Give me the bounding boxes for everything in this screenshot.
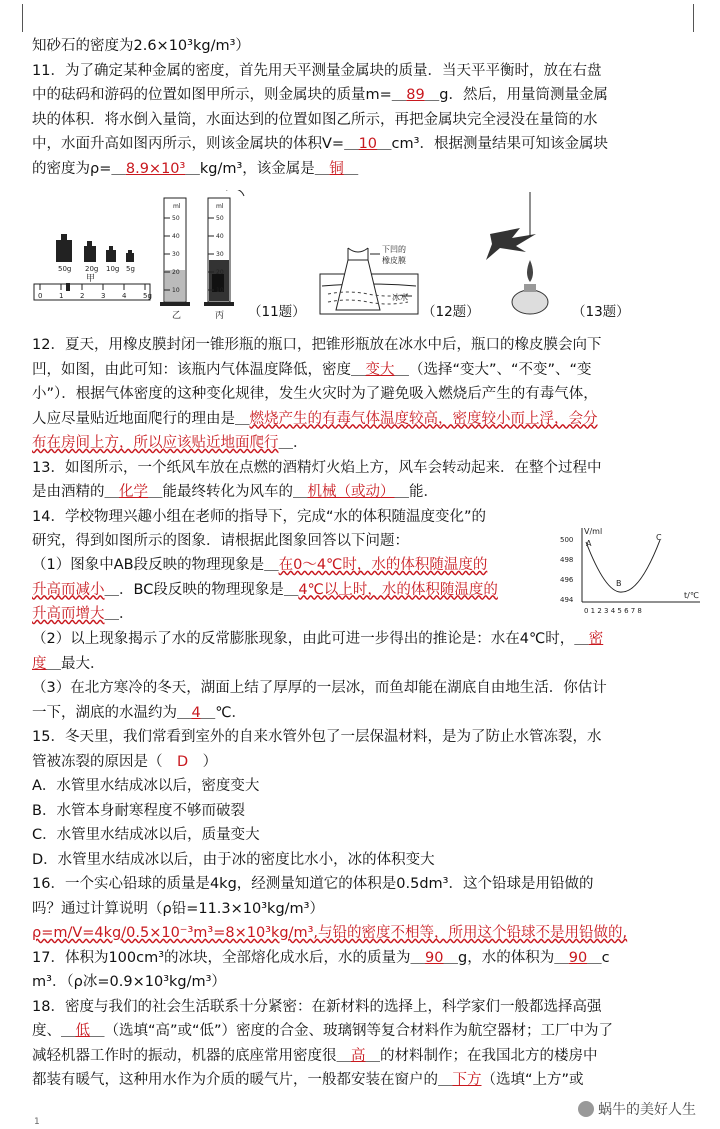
cylinder-tick-label: 10 bbox=[216, 287, 224, 294]
ruler-tick-label: 0 bbox=[38, 292, 43, 300]
label-jia: 甲 bbox=[86, 274, 96, 284]
cylinder-tick-label: 40 bbox=[216, 233, 224, 240]
volume-temperature-graph bbox=[560, 524, 710, 616]
text-line: 都装有暖气，这种用水作为介质的暖气片，一般都安装在窗户的＿下方（选填“上方”或 bbox=[32, 1072, 584, 1088]
weight-label: 50g bbox=[58, 265, 72, 273]
text-line: 升高而增大＿． bbox=[32, 606, 134, 622]
text-line: 凹，如图，由此可知：该瓶内气体温度降低，密度＿变大＿（选择“变大”、“不变”、“变 bbox=[32, 361, 592, 378]
answer: 升高而增大 bbox=[32, 606, 105, 622]
weights-figure bbox=[34, 234, 152, 300]
answer: 升高而减小 bbox=[32, 581, 105, 598]
answer: 化学 bbox=[119, 484, 148, 500]
svg-text:冰水: 冰水 bbox=[392, 293, 408, 302]
answer-line: ρ=m/V=4kg/0.5×10⁻³m³=8×10³kg/m³,与铅的密度不相等，所用这个铅球不是用铅做的, bbox=[32, 925, 628, 941]
option-b: B．水管本身耐寒程度不够而破裂 bbox=[32, 802, 245, 819]
answer: 下方 bbox=[452, 1072, 482, 1088]
answer: 布在房间上方，所以应该贴近地面爬行 bbox=[32, 435, 279, 451]
text-line: （2）以上现象揭示了水的反常膨胀现象，由此可进一步得出的推论是：水在4℃时，＿密 bbox=[32, 631, 604, 647]
text-line: 管被冻裂的原因是（ D ） bbox=[32, 753, 218, 770]
text-line: 升高而减小＿．BC段反映的物理现象是＿4℃以上时，水的体积随温度的 bbox=[32, 581, 498, 598]
caption-12: （12题） bbox=[422, 304, 480, 320]
text-line: 16．一个实心铅球的质量是4kg，经测量知道它的体积是0.5dm³．这个铅球是用铅做的 bbox=[32, 876, 594, 892]
svg-text:ml: ml bbox=[173, 203, 181, 210]
answer: 低 bbox=[75, 1023, 90, 1039]
ruler-tick-label: 1 bbox=[59, 292, 64, 300]
text-line: 减轻机器工作时的振动，机器的底座常用密度很＿高＿的材料制作；在我国北方的楼房中 bbox=[32, 1047, 598, 1064]
answer: 4℃以上时，水的体积随温度的 bbox=[298, 581, 498, 598]
svg-text:B: B bbox=[616, 579, 622, 588]
text-line: 小”）．根据气体密度的这种变化规律，发生火灾时为了避免吸入燃烧后产生的有毒气体， bbox=[32, 386, 598, 402]
cylinder-tick-label: 50 bbox=[216, 215, 224, 222]
text-line: 18．密度与我们的社会生活联系十分紧密：在新材料的选择上，科学家们一般都选择高强 bbox=[32, 998, 602, 1015]
text-line: 中，水面升高如图丙所示，则该金属块的体积V=＿10＿cm³．根据测量结果可知该金属块 bbox=[32, 136, 608, 152]
wechat-icon bbox=[578, 1101, 594, 1117]
text-line: （3）在北方寒冷的冬天，湖面上结了厚厚的一层冰，而鱼却能在湖底自由地生活．你估计 bbox=[32, 680, 607, 696]
cylinder-tick-label: 30 bbox=[216, 251, 224, 258]
text-line: 12．夏天，用橡皮膜封闭一锥形瓶的瓶口，把锥形瓶放在冰水中后，瓶口的橡皮膜会向下 bbox=[32, 337, 602, 353]
option-d: D．水管里水结成冰以后，由于冰的密度比水小，冰的体积变大 bbox=[32, 851, 435, 868]
label-yi: 乙 bbox=[172, 311, 182, 321]
question-11-block bbox=[32, 34, 696, 181]
text-line: 度＿最大． bbox=[32, 655, 105, 672]
answer: 机械（或动） bbox=[307, 484, 395, 500]
text-line: 研究，得到如图所示的图象．请根据此图象回答以下问题： bbox=[32, 533, 409, 549]
crop-mark-left bbox=[2, 4, 23, 32]
ruler-tick-label: 4 bbox=[122, 292, 127, 300]
graph-ylabel: V/ml bbox=[584, 527, 603, 536]
label-bing: 丙 bbox=[215, 311, 225, 321]
answer: 4 bbox=[191, 704, 201, 721]
page-number: 1 bbox=[34, 1117, 40, 1127]
caption-11: （11题） bbox=[248, 304, 306, 320]
crop-mark-right bbox=[693, 4, 714, 32]
text-line: 的密度为ρ=＿8.9×10³＿kg/m³，该金属是＿铜＿ bbox=[32, 160, 359, 177]
text-line: 15．冬天里，我们常看到室外的自来水管外包了一层保温材料，是为了防止水管冻裂，水 bbox=[32, 729, 602, 745]
text-line: 人应尽量贴近地面爬行的理由是＿燃烧产生的有毒气体温度较高，密度较小而上浮，会分 bbox=[32, 410, 598, 427]
option-a: A．水管里水结成冰以后，密度变大 bbox=[32, 778, 260, 794]
text-line: 吗？通过计算说明（ρ铅=11.3×10³kg/m³） bbox=[32, 900, 324, 917]
cylinder-tick-label: 20 bbox=[172, 269, 180, 276]
svg-text:下凹的: 下凹的 bbox=[382, 245, 406, 254]
text-line: 度、＿低＿（选填“高”或“低”）密度的合金、玻璃钢等复合材料作为航空器材；工厂中为了 bbox=[32, 1023, 614, 1039]
weight-label: 5g bbox=[126, 265, 135, 273]
text-line: 布在房间上方，所以应该贴近地面爬行＿． bbox=[32, 435, 308, 451]
watermark-text: 蜗牛的美好人生 bbox=[598, 1102, 696, 1118]
text-line: 块的体积．将水倒入量筒，水面达到的位置如图乙所示，再把金属块完全浸没在量筒的水 bbox=[32, 111, 598, 128]
ruler-tick-label: 2 bbox=[80, 292, 85, 300]
answer: 89 bbox=[406, 87, 425, 103]
cylinder-tick-label: 20 bbox=[216, 269, 224, 276]
question-12-13-block bbox=[32, 333, 696, 554]
cylinder-tick-label: 40 bbox=[172, 233, 180, 240]
svg-text:500: 500 bbox=[560, 536, 574, 544]
svg-text:橡皮膜: 橡皮膜 bbox=[382, 256, 406, 265]
cylinder-yi bbox=[160, 198, 190, 321]
answer: 在0～4℃时，水的体积随温度的 bbox=[278, 557, 488, 573]
svg-text:ml: ml bbox=[216, 203, 224, 210]
answer: 90 bbox=[568, 949, 588, 966]
cylinder-tick-label: 30 bbox=[172, 251, 180, 258]
answer: 度 bbox=[32, 655, 47, 672]
weight-label: 10g bbox=[106, 265, 120, 273]
text-line: 11．为了确定某种金属的密度，首先用天平测量金属块的质量．当天平平衡时，放在右盘 bbox=[32, 62, 602, 79]
cylinder-tick-label: 10 bbox=[172, 287, 180, 294]
answer: 燃烧产生的有毒气体温度较高，密度较小而上浮，会分 bbox=[249, 410, 598, 427]
answer: 密 bbox=[588, 631, 604, 647]
answer: D bbox=[177, 753, 189, 770]
question-14-part2 bbox=[32, 627, 696, 1093]
text-line: 13．如图所示，一个纸风车放在点燃的酒精灯火焰上方，风车会转动起来．在整个过程中 bbox=[32, 459, 602, 476]
caption-13: （13题） bbox=[572, 304, 630, 320]
text-line: 一下，湖底的水温约为＿4＿℃． bbox=[32, 704, 247, 721]
weight-label: 20g bbox=[85, 265, 99, 273]
figures-row bbox=[30, 190, 700, 330]
answer: 90 bbox=[425, 949, 444, 966]
answer: 铜 bbox=[329, 160, 344, 177]
answer: 高 bbox=[351, 1047, 366, 1064]
cylinder-bing bbox=[204, 190, 244, 321]
text-line: 是由酒精的＿化学＿能最终转化为风车的＿机械（或动）＿能． bbox=[32, 484, 438, 500]
option-c: C．水管里水结成冰以后，质量变大 bbox=[32, 827, 260, 843]
watermark bbox=[578, 1099, 696, 1119]
svg-text:496: 496 bbox=[560, 576, 574, 584]
flask-figure bbox=[320, 244, 418, 314]
cylinder-tick-label: 50 bbox=[172, 215, 180, 222]
answer: 变大 bbox=[365, 361, 395, 378]
svg-text:494: 494 bbox=[560, 596, 574, 604]
text-line: 中的砝码和游码的位置如图甲所示，则金属块的质量m=＿89＿g．然后，用量筒测量金属 bbox=[32, 87, 608, 103]
ruler-tick-label: 3 bbox=[101, 292, 106, 300]
text-line: 17．体积为100cm³的冰块，全部熔化成水后，水的质量为＿90＿g，水的体积为＿90＿c bbox=[32, 949, 610, 966]
answer: 8.9×10³ bbox=[125, 160, 186, 177]
text-line: 14．学校物理兴趣小组在老师的指导下，完成“水的体积随温度变化”的 bbox=[32, 508, 486, 525]
text-line: m³．（ρ冰=0.9×10³kg/m³） bbox=[32, 974, 226, 990]
svg-text:A: A bbox=[586, 539, 592, 548]
svg-text:498: 498 bbox=[560, 556, 574, 564]
svg-text:C: C bbox=[656, 533, 662, 542]
text-line: （1）图象中AB段反映的物理现象是＿在0～4℃时，水的体积随温度的 bbox=[32, 557, 488, 573]
graph-xlabel: t/℃ bbox=[684, 591, 699, 600]
answer: 10 bbox=[358, 136, 378, 152]
text-line: 知砂石的密度为2.6×10³kg/m³） bbox=[32, 38, 250, 54]
ruler-tick-label: 5g bbox=[143, 292, 152, 300]
question-14-part1 bbox=[32, 553, 570, 627]
svg-text:0 1 2 3 4 5 6 7 8: 0 1 2 3 4 5 6 7 8 bbox=[584, 607, 642, 615]
pinwheel-figure bbox=[486, 192, 548, 314]
